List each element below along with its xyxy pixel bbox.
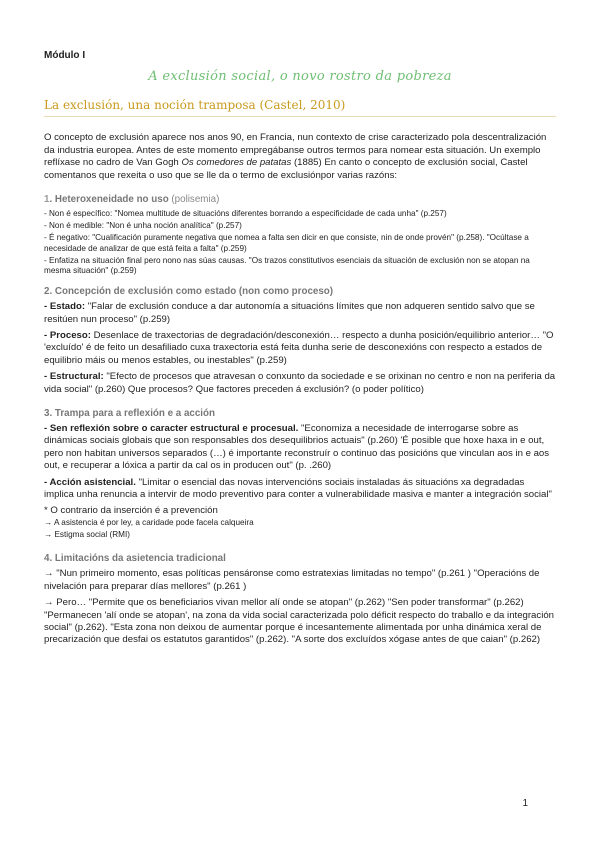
asistencial-paragraph <box>44 477 556 502</box>
estigma-note: → Estigma social (RMI) <box>44 529 130 539</box>
list-item: - Enfatiza na situación final pero nono nas súas causas. "Os trazos constitutivos esenciais da situación de exclusión non se atopan na mesma situación" (p.259) <box>44 255 530 276</box>
proceso-label: - Proceso: <box>44 329 91 341</box>
estado-text: "Falar de exclusión conduce a dar autonomía a situacións límites que non adqueren sentido salvo que se resitúen nun proceso" (p.259) <box>44 301 535 325</box>
intro-paragraph <box>44 132 556 182</box>
estructural-paragraph <box>44 371 556 396</box>
limitations-paragraph-1: → "Nun primeiro momento, esas políticas pensáronse como estratexias limitadas no tempo" (p.261 ) "Operacións de nivelación para preparar días mellores" (p.261 ) <box>44 568 540 592</box>
section-4-heading: 4. Limitacións da asietencia tradicional <box>44 553 226 565</box>
sub-title: La exclusión, una noción tramposa (Castel, 2010) <box>44 98 556 117</box>
section-1-note: (polisemia) <box>171 194 220 206</box>
estructural-text: "Efecto de procesos que atravesan o conxunto da sociedade e se orixinan no centro e non na periferia da vida social" (p.260) Que procesos? Que factores preceden á exclusión? (o poder político) <box>44 371 556 395</box>
list-item: - Non é medible: "Non é unha noción analítica" (p.257) <box>44 221 242 231</box>
reflexion-text: "Economiza a necesidade de interrogarse sobre as dinámicas sociais globais que son responsables dos desequilibrios actuais" (p.260) <box>44 423 519 447</box>
proceso-text: Desenlace de traxectorias de degradación/desconexión… respecto a dunha posición/equilibrio anterior… "O 'excluído' é de feito un desafiliado cuxa traxectoria está feita dunha serie de desconexións con respecto a estados de equilibrio máis ou menos estables, ou inestables" (p.259) <box>44 329 554 366</box>
proceso-paragraph <box>44 330 556 367</box>
intro-text-2: En canto o concepto de exclusión social, Castel comentanos que rexeita o uso que se lle da o termo de exclusiónpor varias razóns: <box>44 157 528 181</box>
list-item: - Non é específico: "Nomea multitude de situacións diferentes borrando a especificidade de cada unha" (p.257) <box>44 209 447 219</box>
asistencia-note: → A asistencia é por ley, a caridade pode facela calqueira <box>44 517 254 527</box>
list-item: - É negativo: "Cualificación puramente negativa que nomea a falta sen dicir en que consiste, nin de onde provén" (p.258). "Ocúltase a necesidade de analizar de que está feita a falta" (p.259) <box>44 232 529 253</box>
module-label: Módulo I <box>44 50 86 61</box>
section-2-heading: 2. Concepción de exclusión como estado (non como proceso) <box>44 286 334 298</box>
intro-text: O concepto de exclusión aparece nos anos 90, en Francia, nun contexto de crise caracterizado pola descentralización da industria europea. Antes de este momento empregábanse outros termos para nomear esta situación. Un exemplo reflíxase no cadro de Van Gogh <box>44 132 547 169</box>
section-1-heading <box>44 194 556 205</box>
section-1-number: 1 <box>44 194 50 206</box>
estado-label: - Estado: <box>44 301 86 313</box>
asistencial-text: "Limitar o esencial das novas intervencións sociais instaladas ás situacións xa degradadas implica unha renuncia a intervir de modo preventivo para conter a vulnerabilidade masiva e manter a integración social" <box>44 476 552 501</box>
page-number: 1 <box>522 798 528 809</box>
reflexion-paragraph <box>44 423 556 473</box>
asistencial-label: - Acción asistencial. <box>44 476 136 488</box>
painting-title: Os comedores de patatas <box>181 157 292 169</box>
section-1-title: . Heteroxeneidade no uso <box>49 194 169 206</box>
reflexion-label: - Sen reflexión sobre o caracter estructural e procesual. <box>44 423 299 434</box>
estructural-label: - Estructural: <box>44 371 104 383</box>
main-title: A exclusión social, o novo rostro da pobreza <box>148 69 452 84</box>
painting-year: (1885) <box>293 157 322 169</box>
limitations-paragraph-2: → Pero… "Permite que os beneficiarios vivan mellor alí onde se atopan" (p.262) "Sen poder transformar" (p.262) "Permanecen 'alí onde se atopan', na zona da vida social caracterizada polo déficit respecto do traballo e da integración social" (p.262). "Esta zona non deixou de aumentar porque é incesantemente alimentada por unha dinámica xeral de precarización que desfai os estatutos garantidos" (p.262). "A sorte dos excluídos xógase antes de que caian" (p.262) <box>44 597 554 646</box>
prevencion-note: * O contrario da inserción é a prevención <box>44 505 218 517</box>
in-out-text: 'É posible que hoxe haxa in e out, pero non habitan universos separados (…) é importante reconstruír o continuo das posicións que vinculan aos in e aos out, e recuperar a lóxica a partir da cal os in producen out" (p. .260) <box>44 435 550 472</box>
section-3-heading: 3. Trampa para a reflexión e a acción <box>44 408 215 419</box>
estado-paragraph <box>44 301 556 326</box>
